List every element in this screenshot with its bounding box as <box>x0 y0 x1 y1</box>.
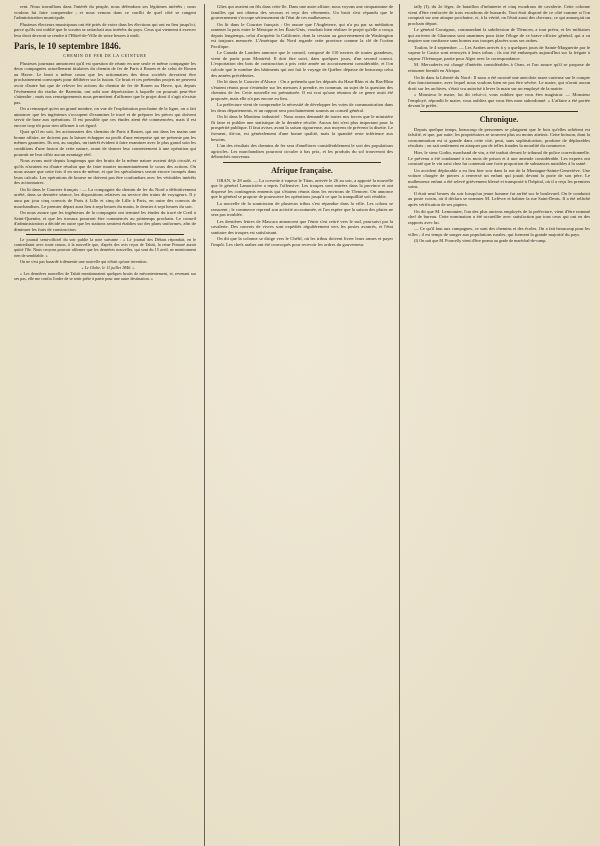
paragraph: Le Canada de Londres annonce que le conseil, composé de 110 navires de toutes grandeurs, vient de partir pour Montréal. Il doit être suivi, dans quelques jours, d'un second convoi. L'exportation des bois de construction a pris cette année un accroissement considérable, et l'on calcule que le nombre des bâtiments qui ont fait le voyage de Québec dépasse de beaucoup celui des années précédentes. <box>211 50 393 78</box>
section-heading-chronique: Chronique. <box>479 114 519 124</box>
paragraph: On lit dans le Courrier d'Alsace : On a prétendu que les députés du Haut-Rhin et du Bas-Rhin s'étaient réunis pour s'entendre sur les mesures à prendre, en commun, au sujet de la question des chemins de fer. Cette nouvelle est prématurée. Il est vrai qu'une réunion de ce genre avait été proposée, mais elle n'a pas encore eu lieu. <box>211 79 393 101</box>
paragraph: On dit que M. Lemonnier, l'un des plus anciens employés de la préfecture, vient d'être nommé chef de bureau. Cette nomination a été accueillie avec satisfaction par tous ceux qui ont eu des rapports avec lui. <box>408 208 590 225</box>
paragraph: « Monsieur le maire, lui dit celui-ci, vous oubliez que vous êtes magistrat. — Monsieur l'employé, répondit le maire, vous oubliez que vous êtes mon subordonné. » L'affaire a été portée devant le préfet. <box>408 92 590 109</box>
paragraph: Un accident déplorable a eu lieu hier soir dans la rue de la Montagne-Sainte-Geneviève. Une voiture chargée de pierres a renversé un enfant qui jouait devant la porte de son père. Le malheureux enfant a été relevé grièvement blessé et transporté à l'hôpital, où il a reçu les premiers soins. <box>408 167 590 190</box>
paragraph: On nous assure que les ingénieurs de la compagnie ont terminé les études du tracé de Creil à Saint-Quentin, et que les travaux pourront être commencés au printemps prochain. Le conseil d'administration a décidé en outre que les stations seraient établies sur des plans uniformes, afin de diminuer les frais de construction. <box>14 210 196 232</box>
dateline-heading: Paris, le 10 septembre 1846. <box>14 41 121 52</box>
paragraph: « Les dernières nouvelles de Tahiti mentionnaient quelques bruits de mécontentement, et, revenant sur ses pas, elle me confia l'ordre de se tenir prête à partir pour une autre destination. » <box>14 270 196 281</box>
divider <box>26 234 184 235</box>
paragraph: On lit dans le Courrier français : On assure que l'Angleterre, qui n'a pu par sa médiation ramener la paix entre le Mexique et les États-Unis, voudrait bien réaliser le projet qu'elle a conçu depuis longtemps, celui d'acquérir la Californie, dont la cession au gouvernement de Washington est toujours menacée. L'Amérique du Nord regarde cette province comme la clé de l'océan Pacifique. <box>211 21 393 49</box>
paragraph: Quoi qu'il en soit, les actionnaires des chemins de Paris à Rouen, qui ont dans les mains une bonne affaire, ne doivent pas la laisser échapper au profit d'une entreprise qui ne présente pas les mêmes garanties. Ils ont, au surplus, un intérêt évident à faire examiner avec le plus grand soin les conditions d'une fusion de cette nature, avant de donner leur consentement à une opération qui pourrait ne leur offrir aucun avantage réel. <box>14 129 196 157</box>
paragraph: ORAN, le 28 août. — La corvette à vapeur le Titan, arrivée le 26 au soir, a apporté la nouvelle que le général Lamoricière a repris l'offensive. Les troupes sont entrées dans la province et ont dispersé les contingents ennemis qui s'étaient réunis dans les environs de Tlemcen. On annonce que le général se propose de poursuivre les opérations jusqu'à ce que la tranquillité soit rétablie. <box>211 177 393 200</box>
column-left <box>14 4 196 846</box>
paragraph: Depuis quelque temps, beaucoup de personnes se plaignent que le bois qu'elles achètent est falsifié, et que, par suite, les propriétaires se trouvent plus ou moins atteints. Cette boisson, dont la consommation est si grande dans cette cité, peut, sans sophistication, produire de déplorables résultats ; on sait seulement en attaquer par de telles fraudes la moralité du commerce. <box>408 126 590 149</box>
paragraph: On a remarqué qu'en un grand nombre, on vue de l'exploitation prochaine de la ligne, on a fait annoncer que les ingénieurs s'occupent d'examiner le tracé et de préparer les pièces qui doivent servir de base aux opérations. Il est possible que ces études aient été commencées, mais il est encore trop tôt pour rien affirmer à cet égard. <box>14 106 196 128</box>
quote-line: « Le Globe, le 11 juillet 1846. » <box>81 264 135 270</box>
paragraph: tally (I), du 2e léger, 4e bataillon d'infanterie et cinq escadrons de cavalerie. Cette colonne vient d'être renforcée de trois escadrons de hussards. Tout était disposé de ce côté comme si l'on comptait sur une attaque prochaine, et, à la vérité, on l'était aussi des chevaux, ce qui annonçait un prochain départ. <box>408 4 590 26</box>
paragraph: Gîtes qui avaient un fils dans cette île. Dans une autre affaire, nous voyons une cinquantaine de familles qui ont obtenu des secours et reçu des vêtements. Un bruit s'est répandu que le gouvernement s'occupe sérieusement de l'état de ces malheureux. <box>211 4 393 21</box>
paragraph: Hier, le sieur Godin, marchand de vin, a été traduit devant le tribunal de police correctionnelle. Le prévenu a été condamné à six mois de prison et à une amende considérable. Les experts ont constaté que le vin saisi chez lui contenait une forte proportion de substances nuisibles à la santé. <box>408 150 590 167</box>
paragraph: rent. Nous travaillons dans l'intérêt du peuple, nous défendons ses légitimes intérêts ; nous voulons lui faire comprendre ; et nous venons dans ce conflit de quel côté se rangent l'administration municipale. <box>14 4 196 21</box>
paragraph: Le général Cavaignac, commandant la subdivision de Tlemcen, a tout prévu, et les militaires qui arrivent de Gharouna sont unanimes pour faire l'éloge de ce brave officier général, qui a su inspirer une confiance sans bornes aux troupes placées sous ses ordres. <box>408 27 590 44</box>
paragraph: — Ce qu'il faut aux campagnes, ce sont des chemins et des écoles. On a fait beaucoup pour les villes ; il est temps de songer aux populations rurales, qui forment la grande majorité du pays. <box>408 226 590 237</box>
paragraph: Les dernières lettres de Mascara annoncent que l'émir s'est retiré vers le sud, poursuivi par la cavalerie. Des convois de vivres sont expédiés régulièrement vers les postes avancés, et l'état sanitaire des troupes est satisfaisant. <box>211 218 393 235</box>
section-subheading: CHEMIN DE FER DE LA CEINTURE <box>63 53 147 59</box>
paragraph: Il était neuf heures du soir lorsqu'un jeune homme fut arrêté sur le boulevard. On le conduisit au poste voisin, où il déclara se nommer M. Lefèvre et habiter la rue Saint-Denis. Il a été relâché après vérification de ses papiers. <box>408 190 590 207</box>
paragraph: L'un des résultats des chemins de fer sera d'améliorer considérablement le sort des populations agricoles. Les marchandises pourront circuler à bas prix, et les produits du sol trouveront des débouchés nouveaux. <box>211 143 393 160</box>
paragraph: On lit dans le Courrier français : — La compagnie du chemin de fer du Nord a définitivement arrêté, dans sa dernière séance, les dispositions relatives au service des trains de voyageurs. Il y aura par jour cinq convois de Paris à Lille et cinq de Lille à Paris, en outre des convois de marchandises. Le premier départ aura lieu à sept heures du matin, le dernier à sept heures du soir. <box>14 186 196 209</box>
paragraph: Plusieurs électeurs municipaux ont été priés de voter dans les élections qui ont eu lieu jusqu'ici, parce qu'ils ont oublié que le scrutin se rattachait aux intérêts du pays. Ceux qui viennent à exercer leur droit devront se rendre à l'Hôtel-de-Ville de seize heures à midi. <box>14 21 196 38</box>
paragraph: On lit dans la Liberté du Nord : Il nous a été raconté une anecdote assez curieuse sur le compte d'un fonctionnaire, avec lequel nous voulons bien ne pas être sévère. Le maire, qui n'avait aucun droit sur les archives, s'était cru autorisé à lever la main sur un employé de la mairie. <box>408 74 590 91</box>
divider <box>420 111 578 112</box>
column-middle <box>204 4 400 846</box>
paragraph: Le journal semi-officiel du soir publie la note suivante : « Le journal des Débats répondait, en le contredisant avec toute raison, à la nouvelle que, d'après des avis reçus de Tahiti, la reine Pomaré aurait quitté l'île. Nous croyons pouvoir affirmer que les dernières nouvelles, qui sont du 15 avril, ne mentionnent rien de semblable. » <box>14 237 196 258</box>
paragraph: Toulon, le 4 septembre. — Les Arabes arrivés à y a quelques jours de Sainte-Marguerite par le vapeur le Castor sont renvoyés à leurs tribus ; ils ont été embarqués aujourd'hui sur la frégate à vapeur l'Orénoque, partie pour Alger avec la correspondance. <box>408 44 590 61</box>
paragraph: La préfecture vient de comprendre la nécessité de développer les voies de communication dans les deux départements, et un rapport sera prochainement soumis au conseil général. <box>211 102 393 113</box>
footnote: (I) On sait que M. Pourcelly vient d'être promu au grade de maréchal-de-camp. <box>414 238 547 244</box>
paragraph: La nouvelle de la soumission de plusieurs tribus s'est répandue dans la ville. Les colons se rassurent ; le commerce reprend son activité accoutumée, et l'on espère que la saison des pluies ne sera pas troublée. <box>211 200 393 218</box>
paragraph: M. Mercaderès est chargé d'intérêts considérables à Oran, et l'on assure qu'il se propose de retourner bientôt en Afrique. <box>408 62 590 74</box>
paragraph: On dit que la colonne se dirige vers le Chélif, où les tribus doivent livrer leurs armes et payer l'impôt. Les chefs arabes ont été convoqués pour recevoir les ordres du gouverneur. <box>211 236 393 247</box>
paragraph: On ne s'est pas hasardé à démentir une nouvelle qui n'était qu'une invention. <box>20 258 148 264</box>
section-heading-afrique: Afrique française. <box>271 165 333 175</box>
paragraph: Plusieurs journaux annoncent qu'il est question de réunir en une seule et même compagnie les deux compagnies actuellement titulaires du chemin de fer de Paris à Rouen et de celui de Rouen au Havre. Le bruit a même couru que les actionnaires des deux sociétés devraient être prochainement convoqués pour délibérer sur la fusion. Ce bruit et ces prétendus projets ne peuvent avoir d'autre but que de relever les actions du chemin de fer de Rouen au Havre, qui, depuis l'événement du viaduc de Barentin, ont subi une dépréciation à laquelle on pourrait peut-être s'attendre ; mais nos renseignements nous permettent d'affirmer que le projet dont il s'agit n'existe pas. <box>14 60 196 105</box>
paragraph: Nous avons noté depuis longtemps que des bruits de la même nature avaient déjà circulé, et qu'ils n'avaient eu d'autre résultat que de faire monter momentanément le cours des actions. On nous assure que cette fois il en sera de même, et que les spéculateurs seront encore trompés dans leurs calculs. Les opérations de bourse ne doivent pas être confondues avec les véritables intérêts des actionnaires. <box>14 158 196 186</box>
paragraph: On lit dans le Moniteur industriel : Nous avons demandé de toutes nos forces que le ministère fît faire et publier une statistique de la dernière récolte. Aucun fait n'est plus important pour la prospérité publique. Il faut aviser, avant la saison rigoureuse, aux moyens de prévenir la disette. Le froment, dit-on, est généralement d'une bonne qualité, mais la quantité reste inférieure aux besoins. <box>211 114 393 142</box>
columns <box>14 4 590 846</box>
column-right <box>408 4 590 846</box>
divider <box>223 162 381 163</box>
